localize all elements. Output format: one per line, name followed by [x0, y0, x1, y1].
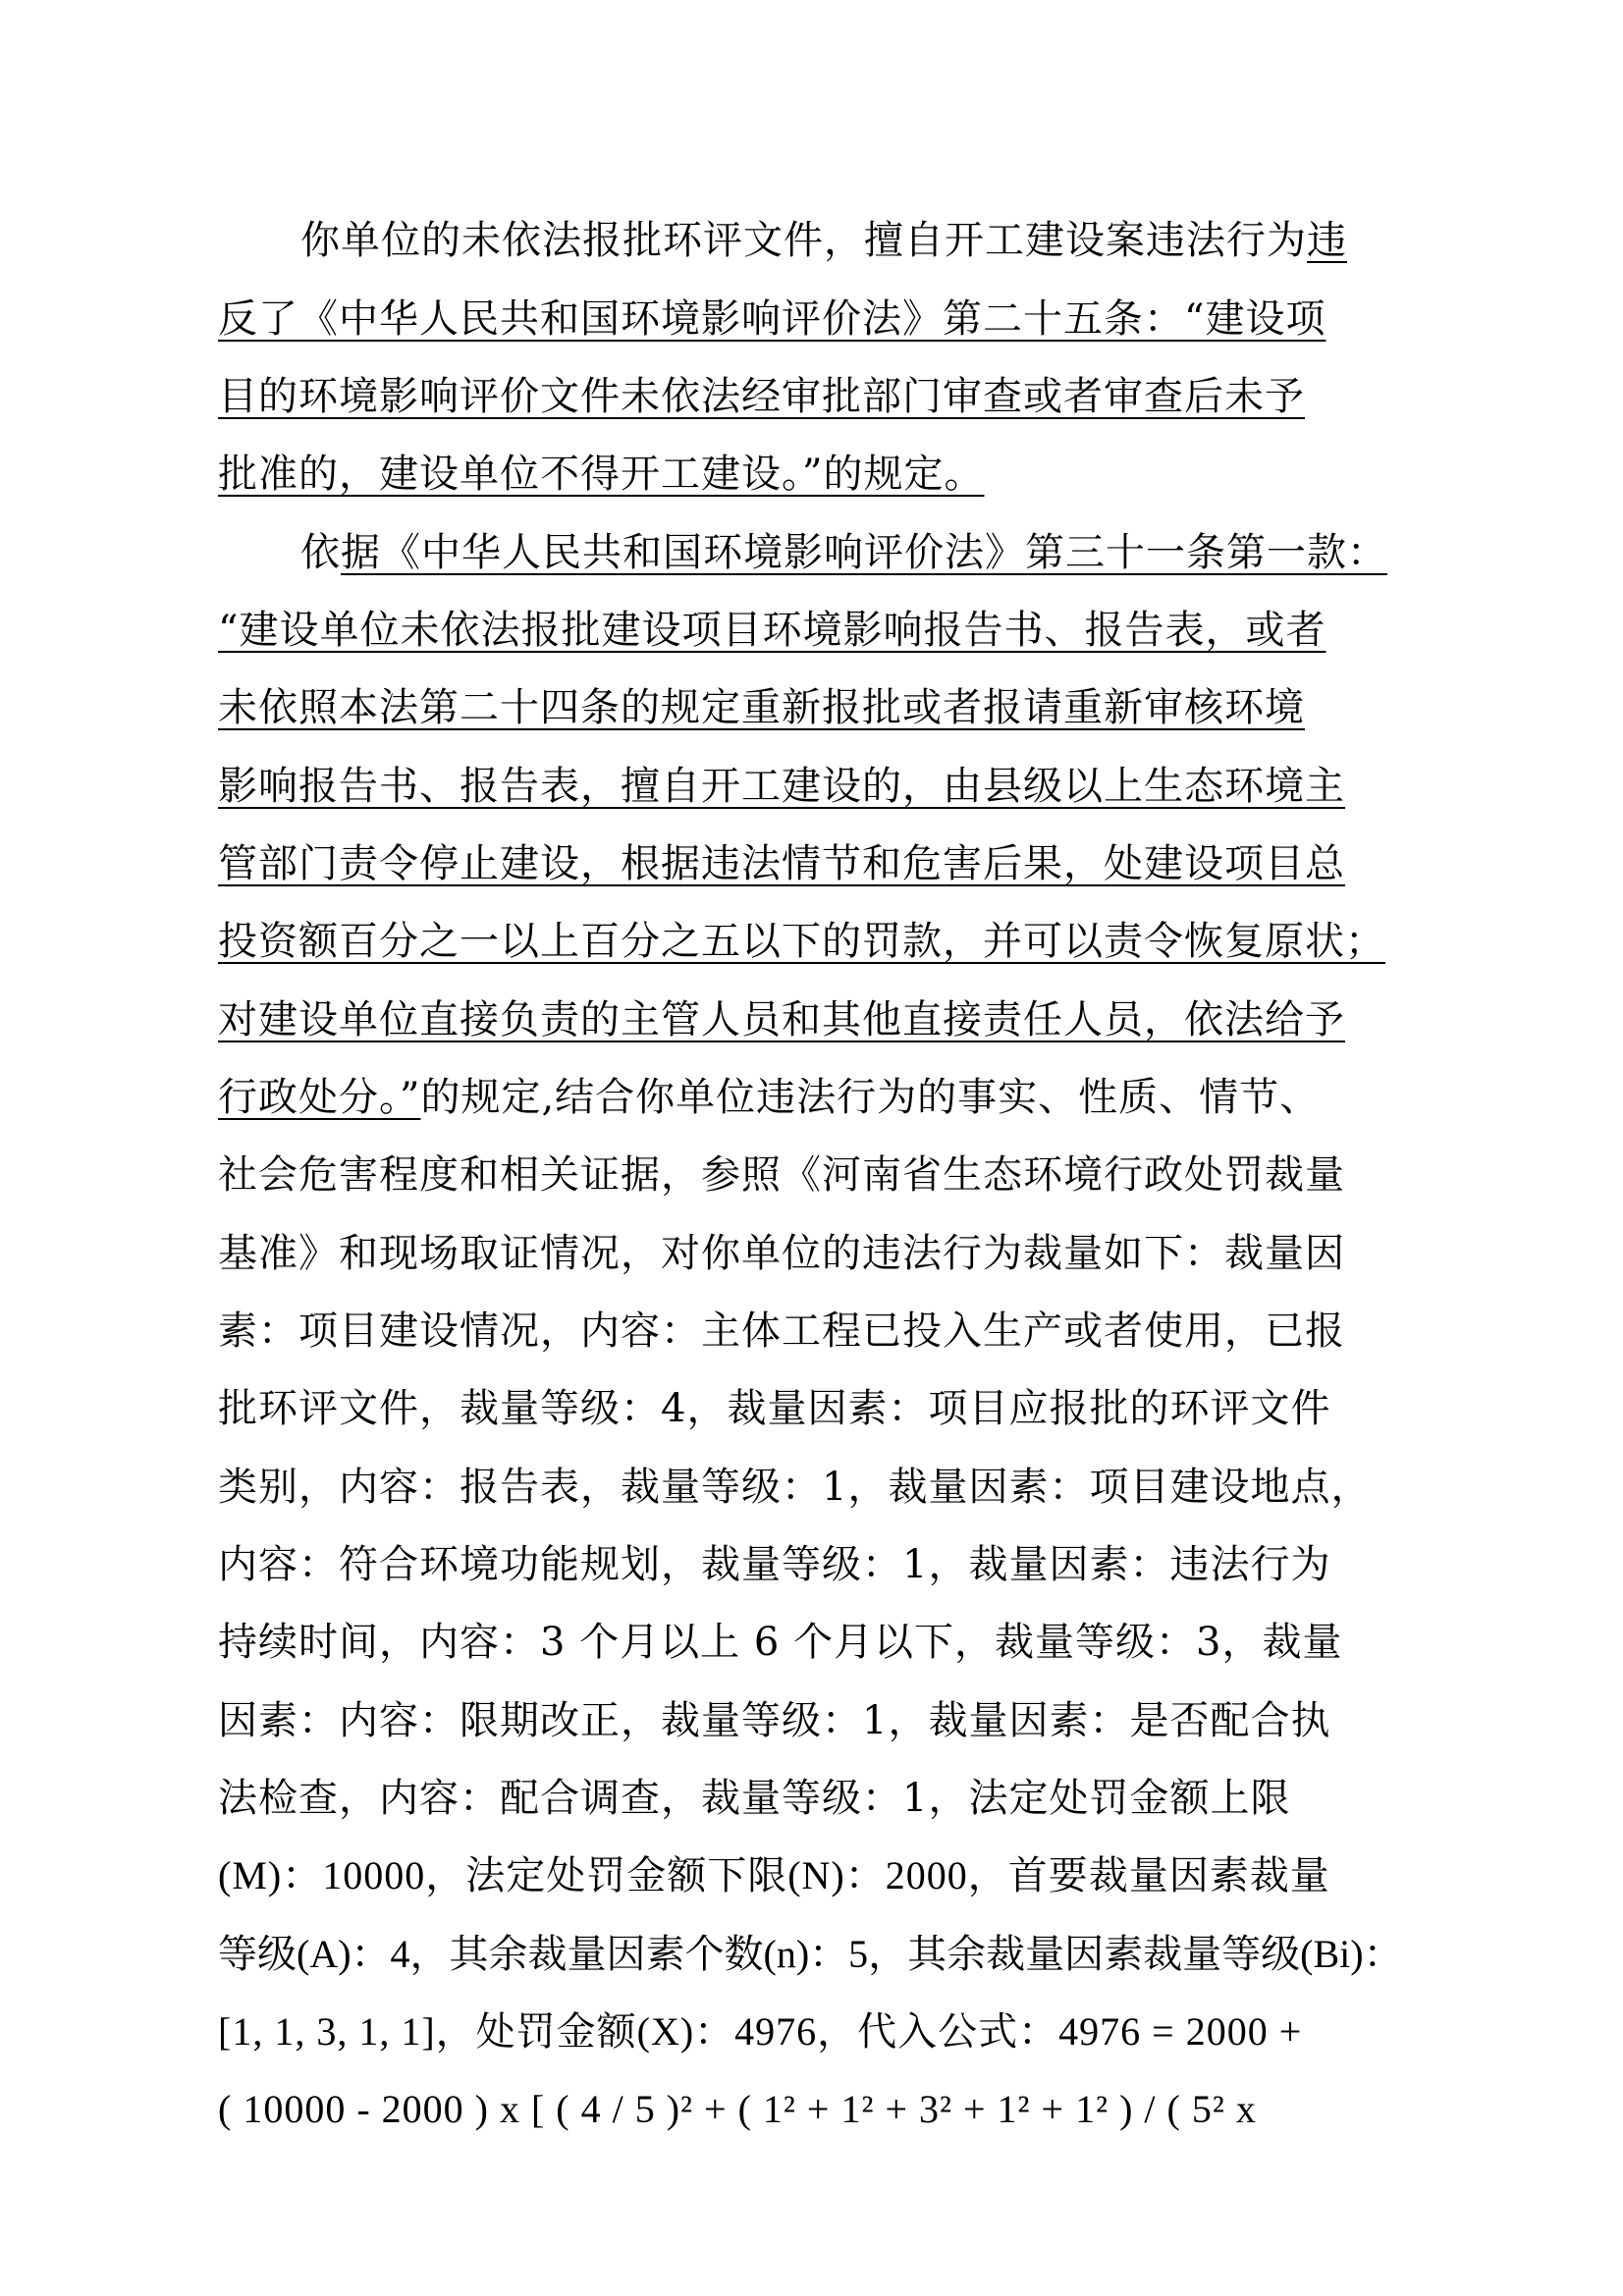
p2-line-17: 法检查，内容：配合调查，裁量等级：1，法定处罚金额上限	[218, 1776, 1291, 1821]
p2-line-8-underlined: 行政处分。”	[218, 1075, 421, 1120]
p2-line-5	[218, 834, 1345, 893]
p2-line-10: 基准》和现场取证情况，对你单位的违法行为裁量如下：裁量因	[218, 1231, 1345, 1276]
p2-line-6-underlined: 投资额百分之一以上百分之五以下的罚款，并可以责令恢复原状；	[218, 919, 1385, 964]
p2-line-8-text: 的规定,结合你单位违法行为的事实、性质、情节、	[420, 1075, 1321, 1120]
p2-line-3	[218, 678, 1305, 737]
p2-line-12: 批环评文件，裁量等级：4，裁量因素：项目应报批的环评文件	[218, 1386, 1331, 1431]
p2-line-5-underlined: 管部门责令停止建设，根据违法情节和危害后果，处建设项目总	[218, 841, 1345, 886]
p1-line-2	[218, 290, 1325, 348]
p1-line-3	[218, 367, 1305, 426]
p2-line-1-underlined: 据《中华人民共和国环境影响评价法》第三十一条第一款：	[341, 530, 1387, 575]
p1-line-1-text: 你单位的未依法报批环评文件，擅自开工建设案违法行为	[300, 218, 1307, 263]
p1-line-4-underlined: 批准的，建设单位不得开工建设。”的规定。	[218, 452, 985, 497]
p2-line-15: 持续时间，内容：3 个月以上 6 个月以下，裁量等级：3，裁量	[218, 1620, 1343, 1665]
p2-line-19: 等级(A)：4，其余裁量因素个数(n)：5，其余裁量因素裁量等级(Bi)：	[218, 1932, 1403, 1976]
p2-line-18: (M)：10000，法定处罚金额下限(N)：2000，首要裁量因素裁量	[218, 1853, 1330, 1897]
p2-line-21: ( 10000 - 2000 ) x [ ( 4 / 5 )² + ( 1² + 1² + 3² + 1² + 1² ) / ( 5² x	[218, 2087, 1257, 2131]
p2-line-4-underlined: 影响报告书、报告表，擅自开工建设的，由县级以上生态环境主	[218, 764, 1345, 809]
p2-line-8	[218, 1068, 1320, 1127]
p2-line-1	[300, 523, 1387, 582]
p2-line-1-text: 依	[300, 530, 341, 575]
p2-line-14: 内容：符合环境功能规划，裁量等级：1，裁量因素：违法行为	[218, 1542, 1331, 1587]
p2-line-11: 素：项目建设情况，内容：主体工程已投入生产或者使用，已报	[218, 1308, 1345, 1354]
p1-line-3-underlined: 目的环境影响评价文件未依法经审批部门审查或者审查后未予	[218, 374, 1305, 419]
p2-line-7-underlined: 对建设单位直接负责的主管人员和其他直接责任人员，依法给予	[218, 997, 1345, 1042]
p1-line-2-underlined: 反了《中华人民共和国环境影响评价法》第二十五条：“建设项	[218, 296, 1326, 342]
p2-line-9: 社会危害程度和相关证据，参照《河南省生态环境行政处罚裁量	[218, 1152, 1345, 1198]
p1-line-4	[218, 445, 984, 504]
p2-line-2-underlined: “建设单位未依法报批建设项目环境影响报告书、报告表，或者	[218, 608, 1326, 653]
p2-line-20: [1, 1, 3, 1, 1]，处罚金额(X)：4976，代入公式：4976 = 2000 +	[218, 2009, 1303, 2054]
p2-line-7	[218, 990, 1345, 1049]
p1-line-1	[300, 211, 1347, 270]
p2-line-2	[218, 601, 1325, 660]
p2-line-16: 因素：内容：限期改正，裁量等级：1，裁量因素：是否配合执	[218, 1698, 1331, 1743]
p2-line-4	[218, 757, 1345, 816]
p1-line-1-underlined: 违	[1307, 218, 1347, 263]
p2-line-6	[218, 912, 1385, 971]
p2-line-3-underlined: 未依照本法第二十四条的规定重新报批或者报请重新审核环境	[218, 685, 1305, 730]
p2-line-13: 类别，内容：报告表，裁量等级：1，裁量因素：项目建设地点，	[218, 1465, 1372, 1510]
